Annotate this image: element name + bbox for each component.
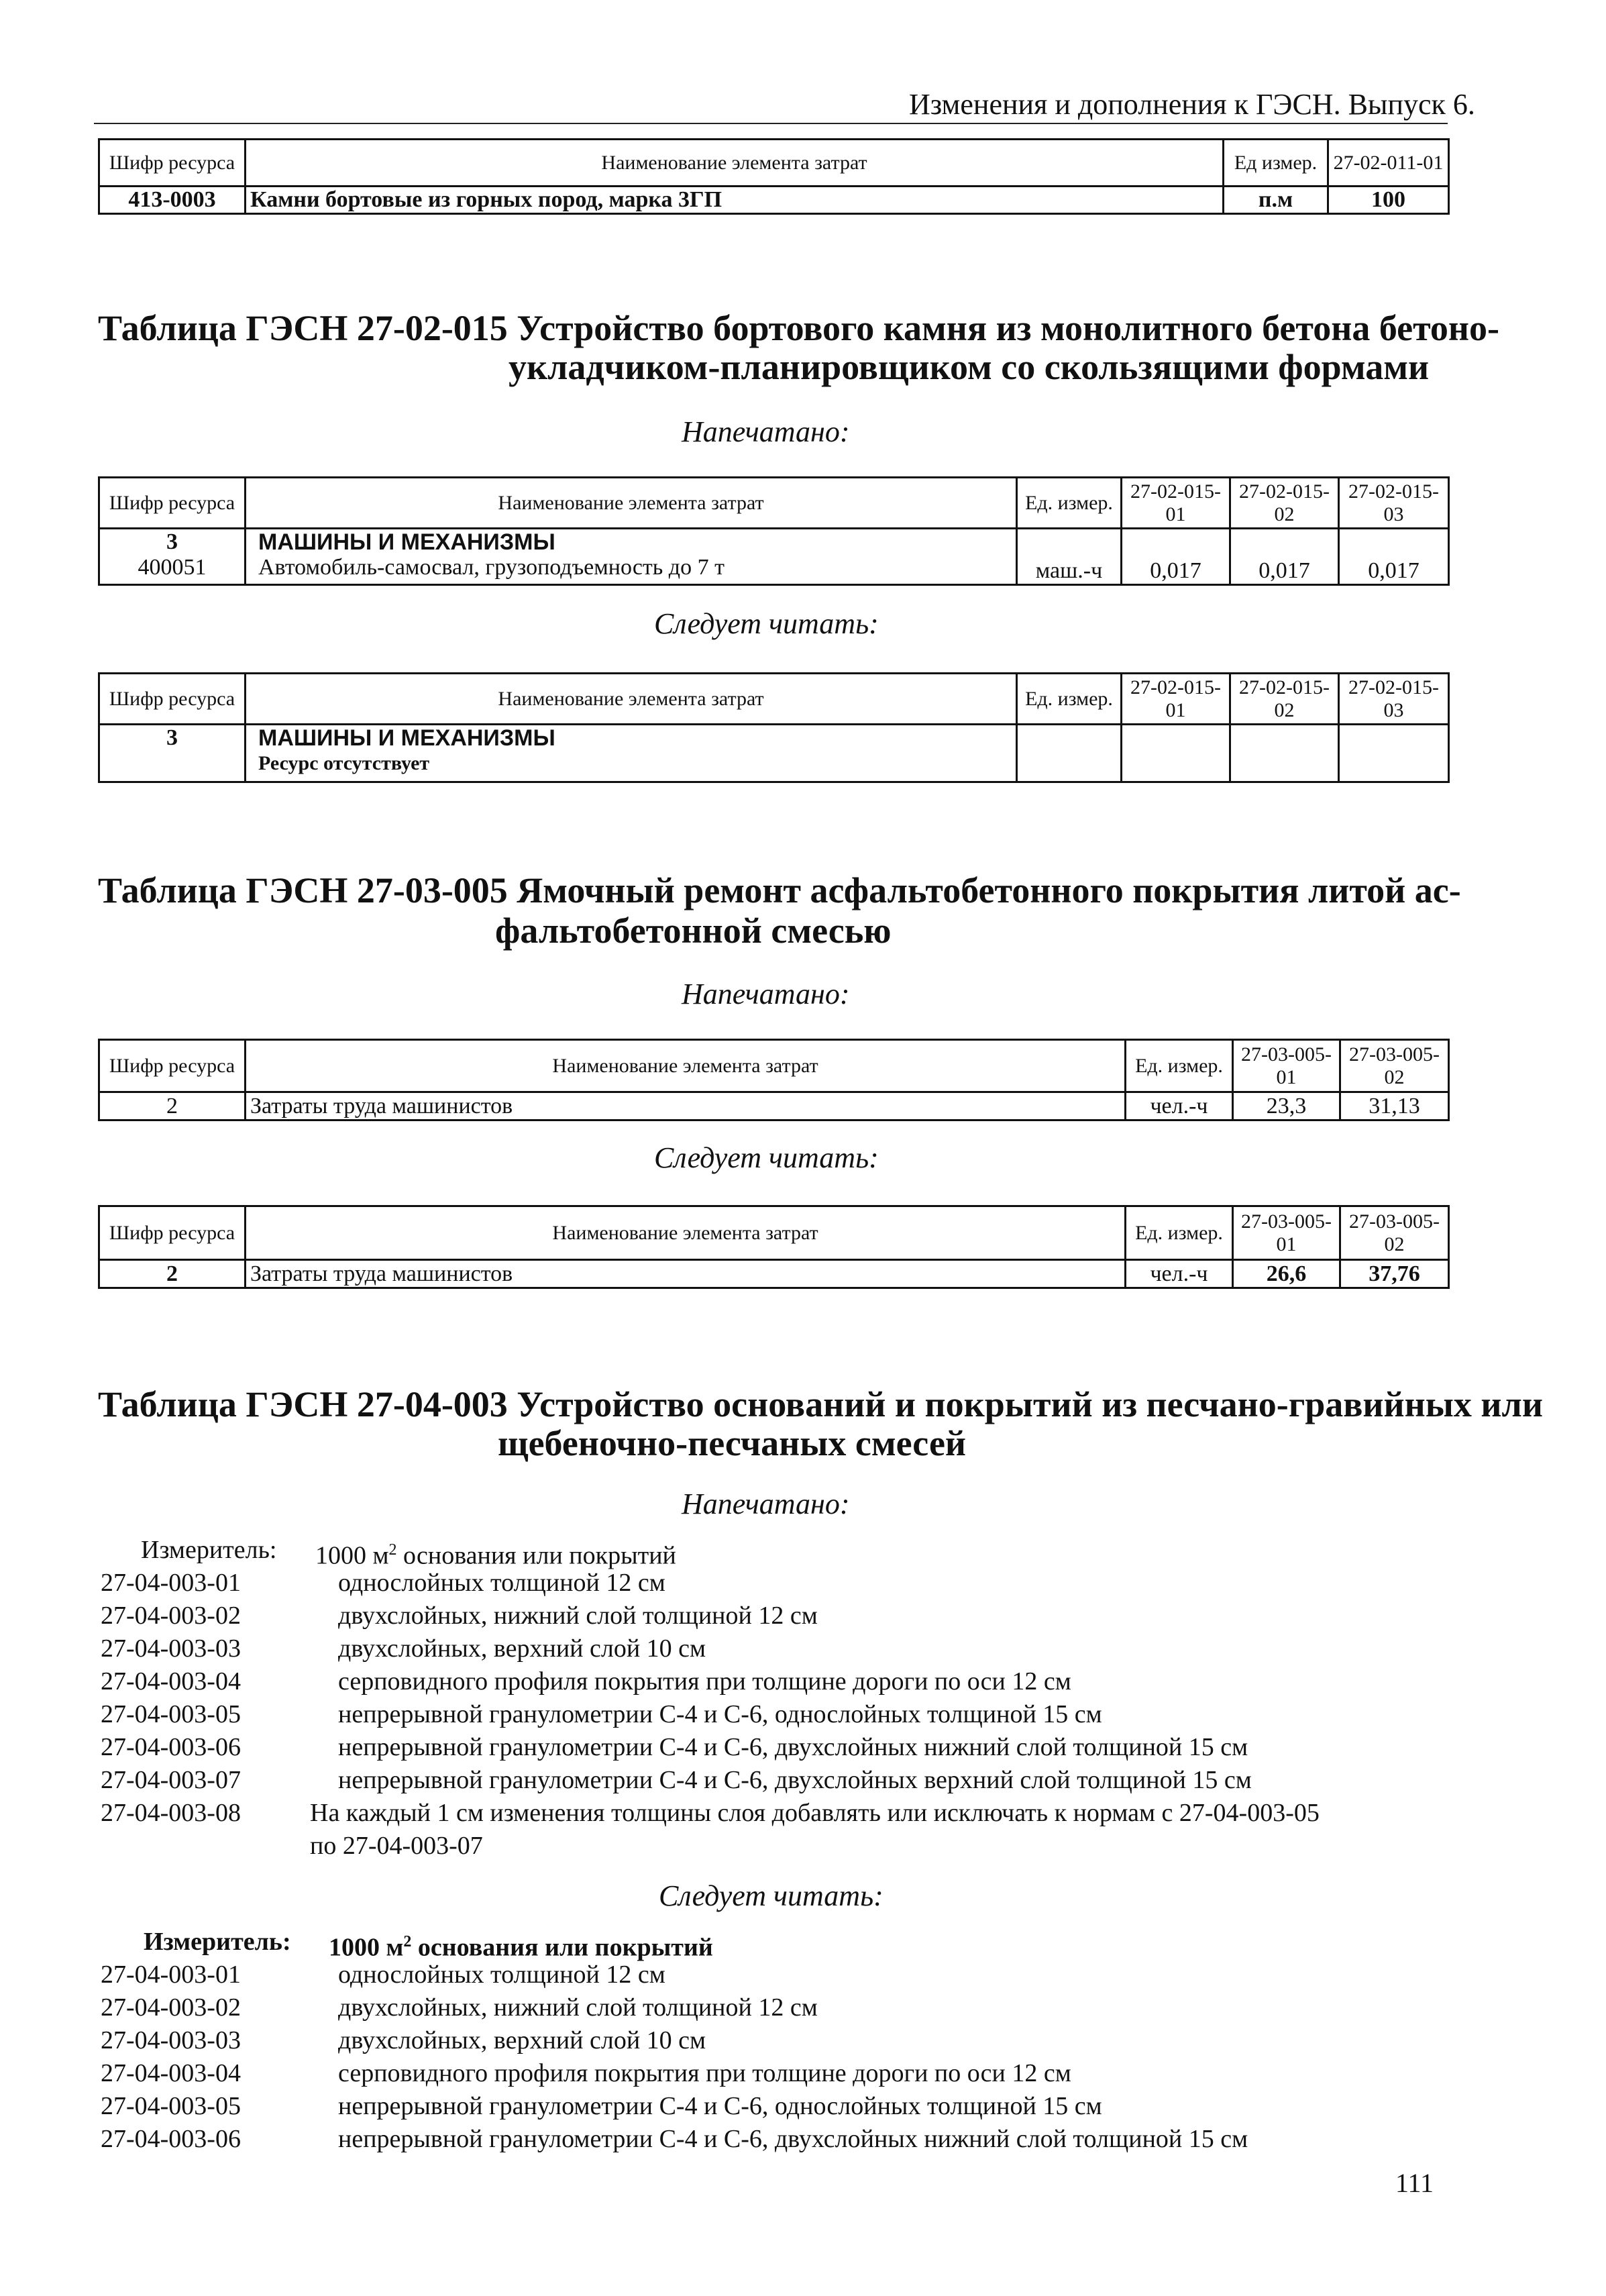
top-table [98,138,1450,215]
item-code: 27-04-003-08 [101,1799,241,1827]
resource-name: Камни бортовые из горных пород, марка 3ГП [246,187,1224,214]
value-cell: 37,76 [1340,1260,1449,1288]
group-code: 3 [166,725,178,750]
col-norm-header: 27-03-005-02 [1340,1040,1449,1092]
col-unit-header: Ед. измер. [1017,478,1122,529]
label-should-read: Следует читать: [659,1879,884,1912]
item-code: 27-04-003-03 [101,1634,241,1663]
measure-label: Измеритель: [141,1536,277,1564]
item-code: 27-04-003-01 [101,1569,241,1597]
col-unit-header: Ед. измер. [1126,1040,1233,1092]
measure-value: 1000 $м^2$ основания или покрытий [315,1541,676,1570]
list-item [101,2090,1449,2123]
resource-code: 2 [99,1260,246,1288]
table-27-02-015-read [98,672,1450,783]
label-printed: Напечатано: [682,415,850,448]
empty-cell [1017,725,1122,782]
col-unit-header: Ед измер. [1224,140,1328,187]
col-code-header: Шифр ресурса [99,140,246,187]
resource-unit: маш.-ч [1017,529,1122,585]
group-code: 3 [166,529,178,554]
read-items [101,1959,1449,2156]
page-number: 111 [1395,2168,1434,2198]
label-should-read: Следует читать: [654,607,879,640]
item-code: 27-04-003-04 [101,1667,241,1695]
list-item [101,1600,1449,1632]
value-cell: 31,13 [1340,1092,1449,1120]
item-desc: непрерывной гранулометрии С-4 и С-6, однослойных толщиной 15 см [338,1700,1102,1728]
running-header: Изменения и дополнения к ГЭСН. Выпуск 6. [909,88,1475,121]
table-27-03-005-printed [98,1039,1450,1121]
col-name-header: Наименование элемента затрат [246,478,1017,529]
section-title-27-02-015-line2: укладчиком-планировщиком со скользящими формами [508,347,1430,387]
list-item [101,2024,1449,2057]
col-code-header: Шифр ресурса [99,674,246,725]
resource-code: 2 [99,1092,246,1120]
section-title-27-04-003-line2: щебеночно-песчаных смесей [498,1423,967,1463]
list-item [101,1632,1449,1665]
header-rule [94,123,1448,124]
item-code: 27-04-003-03 [101,2026,241,2054]
resource-unit: чел.-ч [1126,1260,1233,1288]
col-code-header: Шифр ресурса [99,478,246,529]
list-item [101,1698,1449,1731]
col-norm-header: 27-02-015-02 [1230,478,1339,529]
resource-unit: чел.-ч [1126,1092,1233,1120]
col-code-header: Шифр ресурса [99,1206,246,1260]
col-name-header: Наименование элемента затрат [246,674,1017,725]
resource-code: 400051 [138,555,207,580]
list-item [101,2123,1449,2156]
printed-items [101,1567,1449,1797]
col-unit-header: Ед. измер. [1126,1206,1233,1260]
resource-name: Затраты труда машинистов [246,1092,1126,1120]
item-desc: непрерывной гранулометрии С-4 и С-6, однослойных толщиной 15 см [338,2092,1102,2120]
item-desc: На каждый 1 см изменения толщины слоя добавлять или исключать к нормам с 27-04-003-05 [310,1799,1320,1827]
empty-cell [1122,725,1230,782]
list-item [101,1764,1449,1797]
item-code: 27-04-003-02 [101,1993,241,2022]
group-name: МАШИНЫ И МЕХАНИЗМЫ [258,529,555,555]
item-desc: двухслойных, нижний слой толщиной 12 см [338,1993,818,2022]
section-title-27-04-003-line1: Таблица ГЭСН 27-04-003 Устройство оснований и покрытий из песчано-гравийных или [98,1384,1543,1424]
item-desc: непрерывной гранулометрии С-4 и С-6, двухслойных верхний слой толщиной 15 см [338,1766,1252,1794]
section-title-27-02-015-line1: Таблица ГЭСН 27-02-015 Устройство бортового камня из монолитного бетона бетоно- [98,308,1499,348]
empty-cell [1339,725,1449,782]
section-title-27-03-005-line2: фальтобетонной смесью [495,910,892,951]
value-cell: 0,017 [1339,529,1449,585]
col-norm-header: 27-02-011-01 [1328,140,1449,187]
item-desc: по 27-04-003-07 [310,1832,483,1860]
empty-cell [1230,725,1339,782]
resource-code: 413-0003 [99,187,246,214]
measure-list-read [101,1926,1449,2156]
item-code: 27-04-003-04 [101,2059,241,2087]
measure-value: 1000 $м^2$ основания или покрытий [329,1933,713,1962]
label-printed: Напечатано: [682,978,850,1010]
item-desc: непрерывной гранулометрии С-4 и С-6, двухслойных нижний слой толщиной 15 см [338,1733,1248,1761]
item-code: 27-04-003-05 [101,2092,241,2120]
list-item [101,1959,1449,1991]
item-code: 27-04-003-05 [101,1700,241,1728]
item-code: 27-04-003-06 [101,1733,241,1761]
table-27-03-005-read [98,1205,1450,1289]
group-name: МАШИНЫ И МЕХАНИЗМЫ [258,725,555,751]
list-item [101,1567,1449,1600]
resource-unit: п.м [1224,187,1328,214]
col-norm-header: 27-02-015-01 [1122,478,1230,529]
resource-value: 100 [1328,187,1449,214]
resource-name: Затраты труда машинистов [246,1260,1126,1288]
col-norm-header: 27-02-015-01 [1122,674,1230,725]
item-desc: однослойных толщиной 12 см [338,1569,665,1597]
section-title-27-03-005-line1: Таблица ГЭСН 27-03-005 Ямочный ремонт асфальтобетонного покрытия литой ас- [98,870,1461,910]
label-should-read: Следует читать: [654,1141,879,1174]
item-desc: двухслойных, верхний слой 10 см [338,2026,706,2054]
item-desc: однослойных толщиной 12 см [338,1961,665,1989]
col-norm-header: 27-03-005-02 [1340,1206,1449,1260]
value-cell: 0,017 [1230,529,1339,585]
item-code: 27-04-003-06 [101,2125,241,2153]
measure-label: Измеритель: [144,1928,291,1956]
col-code-header: Шифр ресурса [99,1040,246,1092]
list-item [101,2057,1449,2090]
label-printed: Напечатано: [682,1488,850,1520]
item-desc: серповидного профиля покрытия при толщине дороги по оси 12 см [338,1667,1071,1695]
col-norm-header: 27-02-015-03 [1339,478,1449,529]
resource-note: Ресурс отсутствует [258,752,430,774]
measure-list-printed [101,1534,1449,1863]
list-item [101,1991,1449,2024]
col-name-header: Наименование элемента затрат [246,1206,1126,1260]
col-name-header: Наименование элемента затрат [246,140,1224,187]
item-code: 27-04-003-02 [101,1602,241,1630]
item-desc: двухслойных, верхний слой 10 см [338,1634,706,1663]
value-cell: 23,3 [1233,1092,1340,1120]
col-norm-header: 27-03-005-01 [1233,1040,1340,1092]
list-item [101,1665,1449,1698]
resource-name: Автомобиль-самосвал, грузоподъемность до 7 т [258,555,725,580]
item-desc: непрерывной гранулометрии С-4 и С-6, двухслойных нижний слой толщиной 15 см [338,2125,1248,2153]
table-27-02-015-printed [98,476,1450,586]
item-code: 27-04-003-01 [101,1961,241,1989]
col-norm-header: 27-02-015-03 [1339,674,1449,725]
col-unit-header: Ед. измер. [1017,674,1122,725]
col-norm-header: 27-03-005-01 [1233,1206,1340,1260]
list-item [101,1731,1449,1764]
value-cell: 0,017 [1122,529,1230,585]
col-norm-header: 27-02-015-02 [1230,674,1339,725]
item-desc: серповидного профиля покрытия при толщине дороги по оси 12 см [338,2059,1071,2087]
col-name-header: Наименование элемента затрат [246,1040,1126,1092]
item-desc: двухслойных, нижний слой толщиной 12 см [338,1602,818,1630]
item-code: 27-04-003-07 [101,1766,241,1794]
value-cell: 26,6 [1233,1260,1340,1288]
